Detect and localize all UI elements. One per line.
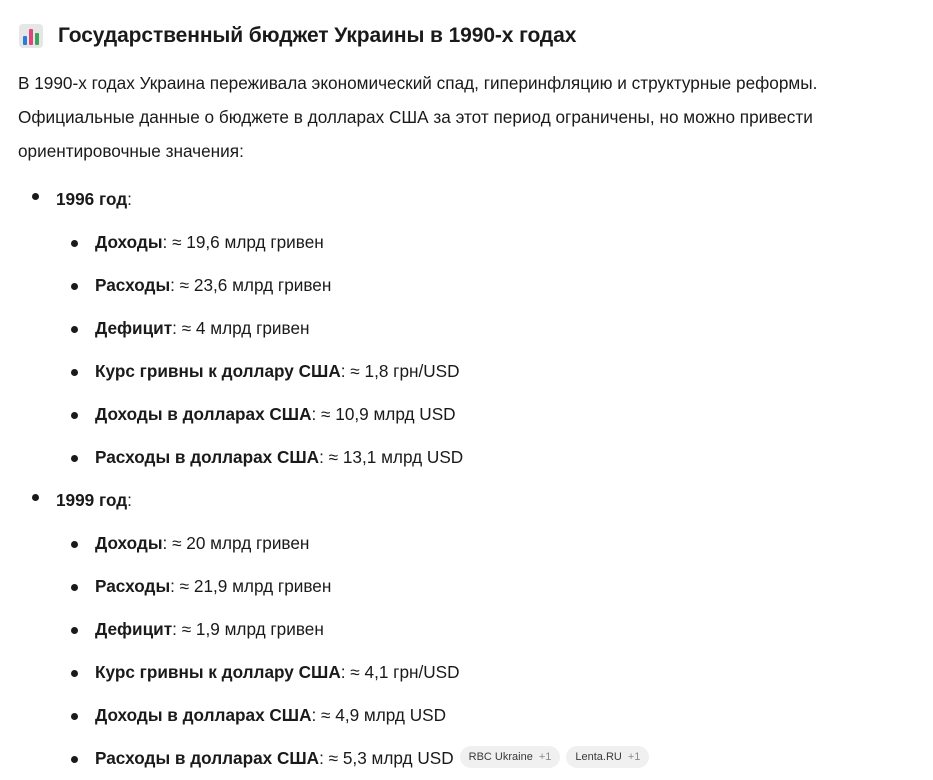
item-label: Расходы: [95, 275, 171, 295]
list-item: [56, 565, 918, 608]
source-chip-rbc-ukraine[interactable]: [460, 746, 561, 768]
item-value: : ≈ 5,3 млрд USD: [319, 748, 454, 768]
year-label: 1996 год: [56, 189, 128, 209]
item-value: : ≈ 10,9 млрд USD: [311, 404, 456, 424]
item-label: Доходы в долларах США: [95, 705, 312, 725]
item-value: : ≈ 21,9 млрд гривен: [170, 576, 332, 596]
item-value: : ≈ 19,6 млрд гривен: [162, 232, 324, 252]
item-value: : ≈ 4,9 млрд USD: [311, 705, 447, 725]
item-value: : ≈ 23,6 млрд гривен: [170, 275, 332, 295]
item-value: : ≈ 13,1 млрд USD: [319, 447, 464, 467]
intro-line: ориентировочные значения:: [18, 141, 244, 161]
item-label: Дефицит: [95, 619, 173, 639]
list-item: [56, 737, 918, 780]
source-extra: +1: [538, 750, 552, 763]
item-label: Расходы: [95, 576, 171, 596]
bullet: [71, 326, 78, 333]
item-label: Доходы в долларах США: [95, 404, 312, 424]
bullet: [32, 193, 39, 200]
intro-paragraph: [18, 66, 918, 168]
year-line: [56, 479, 918, 522]
source-extra: +1: [627, 750, 641, 763]
year-items: [56, 221, 918, 479]
bullet: [71, 369, 78, 376]
item-value: : ≈ 1,8 грн/USD: [340, 361, 460, 381]
list-item: [56, 264, 918, 307]
source-name: Lenta.RU: [575, 750, 622, 763]
item-value: : ≈ 4 млрд гривен: [172, 318, 310, 338]
bullet: [71, 412, 78, 419]
year-suffix: :: [127, 490, 132, 510]
year-item-1999: [18, 479, 918, 780]
bullet: [71, 713, 78, 720]
list-item: [56, 608, 918, 651]
list-item: [56, 694, 918, 737]
list-item: [56, 436, 918, 479]
item-value: : ≈ 20 млрд гривен: [162, 533, 310, 553]
bullet: [32, 494, 39, 501]
heading-title: Государственный бюджет Украины в 1990-х годах: [58, 24, 577, 47]
bullet: [71, 283, 78, 290]
list-item: [56, 350, 918, 393]
list-item: [56, 651, 918, 694]
intro-line: Официальные данные о бюджете в долларах США за этот период ограничены, но можно привести: [18, 107, 813, 127]
item-label: Дефицит: [95, 318, 173, 338]
year-item-1996: [18, 178, 918, 479]
bullet: [71, 756, 78, 763]
message-content: [18, 22, 918, 780]
bar-chart-icon: [18, 23, 44, 49]
bullet: [71, 670, 78, 677]
item-label: Курс гривны к доллару США: [95, 662, 341, 682]
years-list: [18, 178, 918, 780]
section-heading: [18, 22, 918, 50]
bullet: [71, 627, 78, 634]
year-label: 1999 год: [56, 490, 128, 510]
source-name: RBC Ukraine: [468, 750, 533, 763]
item-label: Расходы в долларах США: [95, 447, 320, 467]
item-label: Расходы в долларах США: [95, 748, 320, 768]
bullet: [71, 455, 78, 462]
intro-line: В 1990-х годах Украина переживала экономический спад, гиперинфляцию и структурные реформы.: [18, 73, 818, 93]
source-chip-lenta[interactable]: [566, 746, 649, 768]
year-line: [56, 178, 918, 221]
list-item: [56, 393, 918, 436]
bullet: [71, 240, 78, 247]
item-label: Доходы: [95, 533, 163, 553]
list-item: [56, 522, 918, 565]
item-value: : ≈ 1,9 млрд гривен: [172, 619, 324, 639]
item-label: Курс гривны к доллару США: [95, 361, 341, 381]
bullet: [71, 541, 78, 548]
year-suffix: :: [127, 189, 132, 209]
year-items: [56, 522, 918, 780]
list-item: [56, 221, 918, 264]
item-label: Доходы: [95, 232, 163, 252]
list-item: [56, 307, 918, 350]
bullet: [71, 584, 78, 591]
item-value: : ≈ 4,1 грн/USD: [340, 662, 460, 682]
